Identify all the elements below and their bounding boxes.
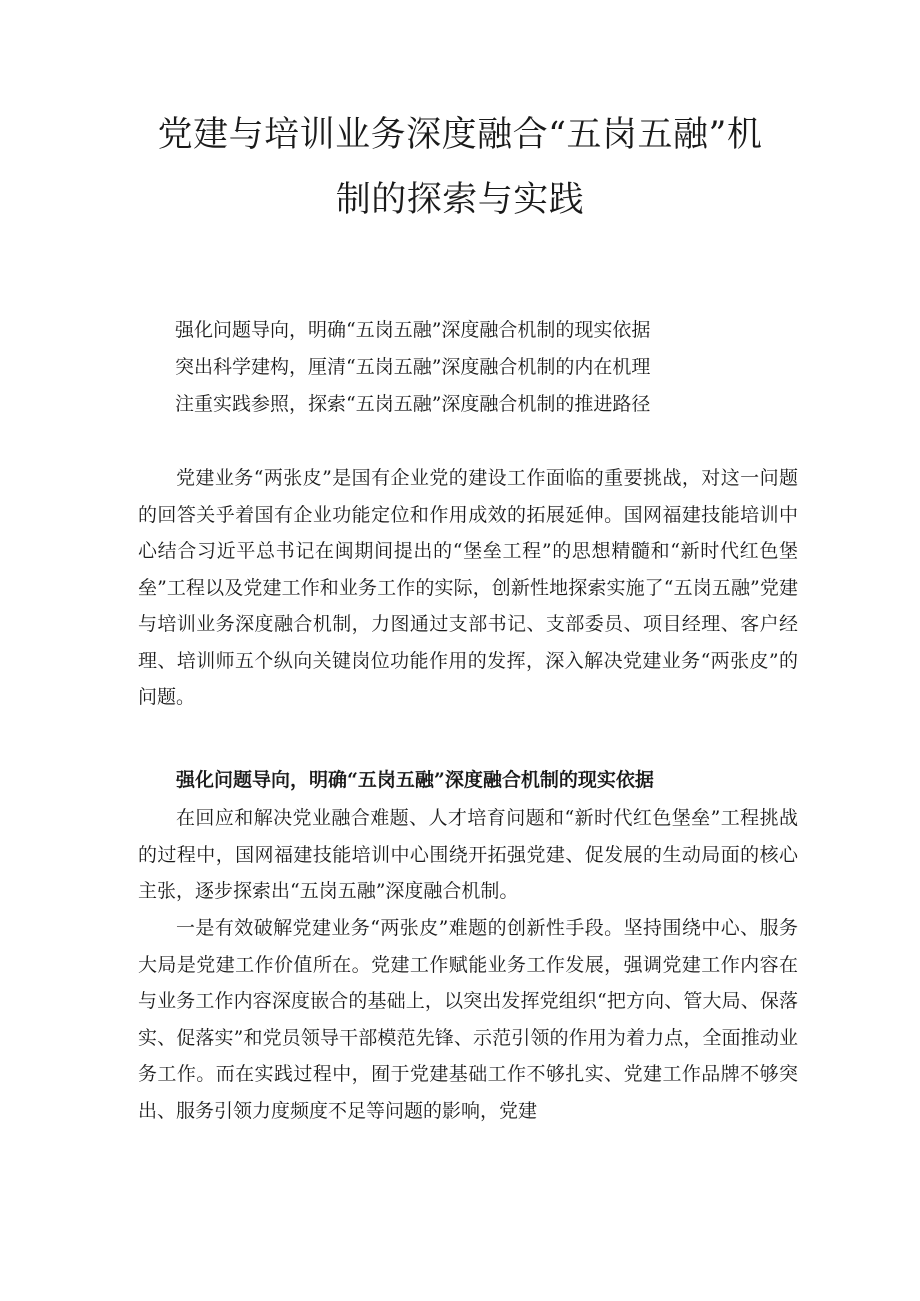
toc-item: 突出科学建构，厘清“五岗五融”深度融合机制的内在机理 [175, 356, 651, 378]
toc-item: 强化问题导向，明确“五岗五融”深度融合机制的现实依据 [175, 319, 651, 341]
body-paragraph: 一是有效破解党建业务“两张皮”难题的创新性手段。坚持围绕中心、服务大局是党建工作价值所在。党建工作赋能业务工作发展，强调党建工作内容在与业务工作内容深度嵌合的基础上，以突出发挥党组织“把方向、管大局、保落实、促落实”和党员领导干部模范先锋、示范引领的作用为着力点，全面推动业务工作。而在实践过程中，囿于党建基础工作不够扎实、党建工作品牌不够突出、服务引领力度频度不足等问题的影响，党建 [138, 917, 798, 1122]
intro-paragraph: 党建业务“两张皮”是国有企业党的建设工作面临的重要挑战，对这一问题的回答关乎着国有企业功能定位和作用成效的拓展延伸。国网福建技能培训中心结合习近平总书记在闽期间提出的“堡垒工程”的思想精髓和“新时代红色堡垒”工程以及党建工作和业务工作的实际，创新性地探索实施了“五岗五融”党建与培训业务深度融合机制，力图通过支部书记、支部委员、项目经理、客户经理、培训师五个纵向关键岗位功能作用的发挥，深入解决党建业务“两张皮”的问题。 [138, 467, 798, 708]
toc-item: 注重实践参照，探索“五岗五融”深度融合机制的推进路径 [175, 393, 651, 415]
document-title-line-1: 党建与培训业务深度融合“五岗五融”机 [157, 115, 763, 155]
table-of-contents [175, 312, 735, 423]
section-heading: 强化问题导向，明确“五岗五融”深度融合机制的现实依据 [176, 769, 654, 791]
body-paragraph: 在回应和解决党业融合难题、人才培育问题和“新时代红色堡垒”工程挑战的过程中，国网福建技能培训中心围绕开拓强党建、促发展的生动局面的核心主张，逐步探索出“五岗五融”深度融合机制。 [138, 807, 798, 902]
document-title-line-2: 制的探索与实践 [335, 180, 585, 220]
